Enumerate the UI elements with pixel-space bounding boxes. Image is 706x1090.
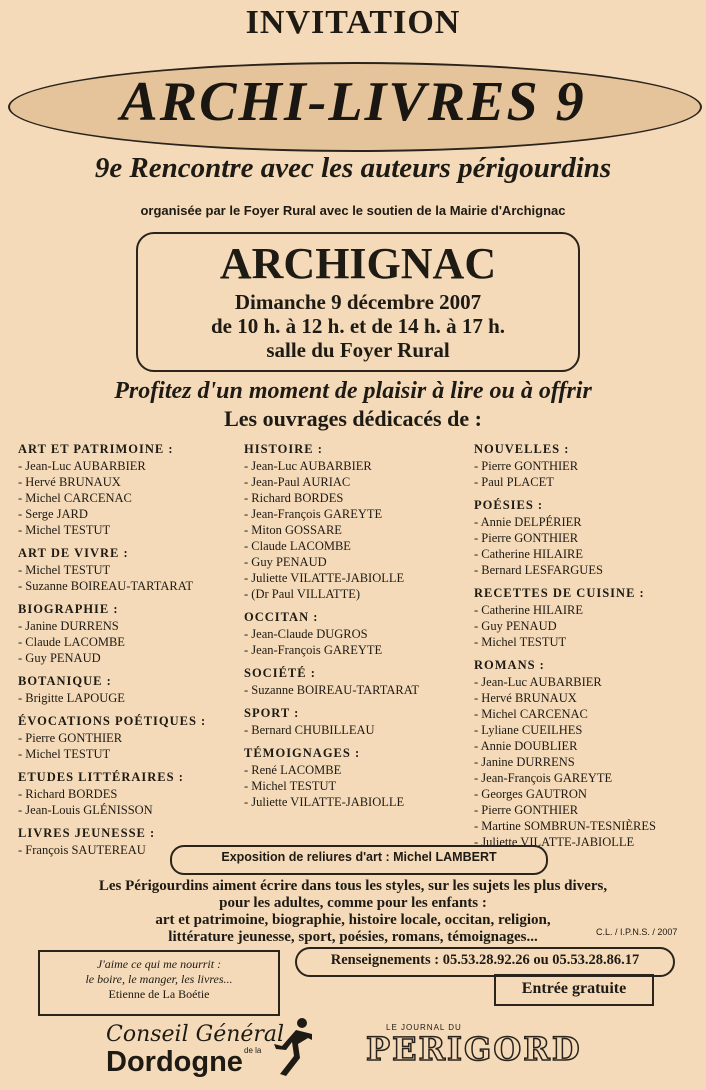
invitation-heading: INVITATION — [245, 4, 461, 41]
category-title: SPORT : — [244, 706, 300, 720]
category-title: OCCITAN : — [244, 610, 319, 624]
author-name: - Juliette VILATTE-JABIOLLE — [244, 795, 405, 809]
author-name: - Guy PENAUD — [474, 619, 557, 633]
author-name: - Brigitte LAPOUGE — [18, 691, 125, 705]
event-venue: salle du Foyer Rural — [266, 338, 450, 362]
author-name: - Miton GOSSARE — [244, 523, 342, 537]
dela-logo-text: de la — [244, 1046, 262, 1055]
author-name: - Paul PLACET — [474, 475, 554, 489]
category-title: ETUDES LITTÉRAIRES : — [18, 770, 184, 784]
author-name: - Jean-François GAREYTE — [244, 643, 383, 657]
category-title: SOCIÉTÉ : — [244, 666, 316, 680]
category-title: ÉVOCATIONS POÉTIQUES : — [18, 714, 207, 728]
author-name: - Janine DURRENS — [18, 619, 119, 633]
author-name: - Michel TESTUT — [18, 747, 111, 761]
footer-line-4: littérature jeunesse, sport, poésies, romans, témoignages... — [168, 929, 538, 945]
author-name: - Janine DURRENS — [474, 755, 575, 769]
author-name: - Richard BORDES — [18, 787, 118, 801]
category-title: ART ET PATRIMOINE : — [18, 442, 174, 456]
event-hours: de 10 h. à 12 h. et de 14 h. à 17 h. — [210, 314, 506, 338]
organisers-line: organisée par le Foyer Rural avec le soutien de la Mairie d'Archignac — [140, 203, 566, 218]
author-name: - Annie DELPÉRIER — [474, 515, 582, 529]
authors-column-1 — [18, 442, 233, 858]
author-name: - Guy PENAUD — [18, 651, 101, 665]
footer-line-2: pour les adultes, comme pour les enfants : — [219, 895, 487, 911]
exposition-text: Exposition de reliures d'art : Michel LAMBERT — [221, 850, 497, 864]
author-name: - Catherine HILAIRE — [474, 603, 583, 617]
profitez-line: Profitez d'un moment de plaisir à lire ou à offrir — [114, 378, 592, 404]
author-name: - Juliette VILATTE-JABIOLLE — [474, 835, 635, 849]
category-title: BIOGRAPHIE : — [18, 602, 119, 616]
quote-author: Etienne de La Boétie — [108, 987, 210, 1001]
author-name: - Serge JARD — [18, 507, 88, 521]
author-name: - François SAUTEREAU — [18, 843, 146, 857]
author-name: - Jean-Luc AUBARBIER — [474, 675, 602, 689]
authors-column-2 — [244, 442, 469, 810]
category-title: TÉMOIGNAGES : — [244, 746, 361, 760]
footer-line-1: Les Périgourdins aiment écrire dans tous les styles, sur les sujets les plus divers, — [98, 878, 608, 894]
author-name: - Pierre GONTHIER — [474, 459, 579, 473]
author-name: - Claude LACOMBE — [18, 635, 125, 649]
author-name: - Michel TESTUT — [244, 779, 337, 793]
ouvrages-heading: Les ouvrages dédicacés de : — [224, 406, 482, 431]
author-name: - Georges GAUTRON — [474, 787, 587, 801]
author-name: - Michel TESTUT — [18, 523, 111, 537]
author-name: - Pierre GONTHIER — [474, 803, 579, 817]
category-title: ROMANS : — [474, 658, 545, 672]
author-name: - (Dr Paul VILLATTE) — [244, 587, 361, 601]
quote-line-1: J'aime ce qui me nourrit : — [96, 957, 222, 971]
author-name: - Hervé BRUNAUX — [18, 475, 121, 489]
event-date: Dimanche 9 décembre 2007 — [234, 290, 482, 314]
credit-line: C.L. / I.P.N.S. / 2007 — [596, 927, 678, 937]
conseil-general-logo-text: Conseil Général — [106, 1022, 285, 1047]
entree-text: Entrée gratuite — [521, 980, 627, 997]
dordogne-logo-text: Dordogne — [106, 1046, 243, 1078]
author-name: - Richard BORDES — [244, 491, 344, 505]
event-title: ARCHI-LIVRES 9 — [120, 71, 586, 133]
journal-small-text: LE JOURNAL DU — [386, 1023, 462, 1032]
author-name: - Jean-Luc AUBARBIER — [244, 459, 372, 473]
author-name: - Suzanne BOIREAU-TARTARAT — [244, 683, 419, 697]
category-title: RECETTES DE CUISINE : — [474, 586, 645, 600]
author-name: - Michel CARCENAC — [474, 707, 588, 721]
journal-perigord-logo-text: PERIGORD — [366, 1030, 582, 1068]
event-datetime — [136, 290, 580, 362]
category-title: BOTANIQUE : — [18, 674, 112, 688]
author-name: - Jean-François GAREYTE — [474, 771, 613, 785]
quote-line-2: le boire, le manger, les livres... — [85, 972, 233, 986]
author-name: - Juliette VILATTE-JABIOLLE — [244, 571, 405, 585]
author-name: - Jean-Louis GLÉNISSON — [18, 803, 153, 817]
author-name: - Jean-Luc AUBARBIER — [18, 459, 146, 473]
runner-logo-icon — [272, 1016, 314, 1080]
author-name: - Jean-Paul AURIAC — [244, 475, 351, 489]
category-title: ART DE VIVRE : — [18, 546, 129, 560]
quote — [38, 957, 280, 1002]
author-name: - René LACOMBE — [244, 763, 342, 777]
author-name: - Michel CARCENAC — [18, 491, 132, 505]
category-title: LIVRES JEUNESSE : — [18, 826, 156, 840]
event-town: ARCHIGNAC — [219, 239, 497, 288]
author-name: - Bernard CHUBILLEAU — [244, 723, 375, 737]
renseignements-text: Renseignements : 05.53.28.92.26 ou 05.53.28.86.17 — [330, 952, 640, 968]
authors-column-3 — [474, 442, 699, 850]
category-title: NOUVELLES : — [474, 442, 570, 456]
author-name: - Martine SOMBRUN-TESNIÈRES — [474, 819, 656, 833]
author-name: - Jean-Claude DUGROS — [244, 627, 368, 641]
author-name: - Annie DOUBLIER — [474, 739, 578, 753]
category-title: POÉSIES : — [474, 498, 544, 512]
author-name: - Jean-François GAREYTE — [244, 507, 383, 521]
author-name: - Michel TESTUT — [18, 563, 111, 577]
category-title: HISTOIRE : — [244, 442, 323, 456]
author-name: - Michel TESTUT — [474, 635, 567, 649]
author-name: - Guy PENAUD — [244, 555, 327, 569]
author-name: - Suzanne BOIREAU-TARTARAT — [18, 579, 193, 593]
author-name: - Lyliane CUEILHES — [474, 723, 583, 737]
author-name: - Hervé BRUNAUX — [474, 691, 577, 705]
author-name: - Pierre GONTHIER — [474, 531, 579, 545]
author-name: - Bernard LESFARGUES — [474, 563, 603, 577]
event-subtitle: 9e Rencontre avec les auteurs périgourdins — [94, 152, 612, 184]
footer-line-3: art et patrimoine, biographie, histoire locale, occitan, religion, — [155, 912, 551, 928]
author-name: - Pierre GONTHIER — [18, 731, 123, 745]
author-name: - Catherine HILAIRE — [474, 547, 583, 561]
author-name: - Claude LACOMBE — [244, 539, 351, 553]
